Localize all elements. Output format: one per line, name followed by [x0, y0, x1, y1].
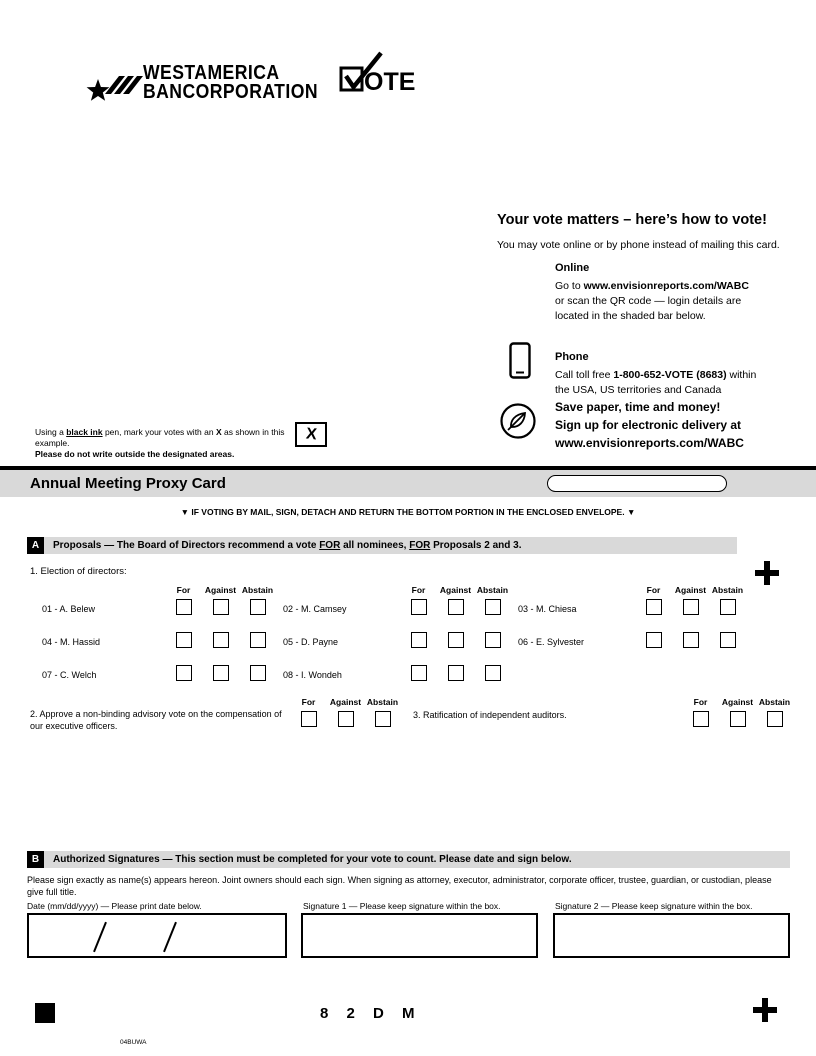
- form-code: 04BUWA: [120, 1039, 147, 1046]
- leaf-icon: [499, 402, 537, 445]
- ink-line2: Please do not write outside the designated areas.: [35, 449, 235, 459]
- nominee-label: 07 - C. Welch: [42, 670, 97, 680]
- brand-name-line1: WESTAMERICA: [143, 62, 280, 84]
- how-to-vote-title: Your vote matters – here’s how to vote!: [497, 212, 767, 228]
- signature1-box[interactable]: [301, 913, 538, 958]
- checkbox-abstain[interactable]: [250, 632, 266, 648]
- checkbox-for[interactable]: [411, 665, 427, 681]
- online-line2: or scan the QR code — login details are: [555, 295, 742, 307]
- registration-plus-icon-top: [755, 561, 779, 585]
- vote-boxes-proposal3: [682, 711, 793, 727]
- col-for: For: [411, 585, 426, 595]
- nominee-label: 03 - M. Chiesa: [518, 604, 577, 614]
- registration-plus-icon-bottom: [753, 998, 777, 1022]
- vote-boxes-nominee-08: [400, 665, 511, 681]
- col-for: For: [176, 585, 191, 595]
- col-for: For: [646, 585, 661, 595]
- checkbox-for[interactable]: [176, 665, 192, 681]
- checkbox-against[interactable]: [683, 632, 699, 648]
- col-against: Against: [439, 585, 472, 595]
- checkbox-abstain[interactable]: [250, 599, 266, 615]
- proposal2-label: 2. Approve a non-binding advisory vote on the compensation of our executive officers.: [30, 709, 282, 731]
- checkbox-abstain[interactable]: [720, 632, 736, 648]
- nominee-label: 01 - A. Belew: [42, 604, 96, 614]
- vote-boxes-nominee-02: [400, 599, 511, 615]
- vote-boxes-nominee-03: [635, 599, 746, 615]
- online-heading: Online: [555, 262, 590, 274]
- ink-instructions: [35, 427, 291, 460]
- paper-line1: Save paper, time and money!: [555, 400, 721, 414]
- ink-part4: X: [215, 427, 222, 437]
- proposal1-label: 1. Election of directors:: [30, 566, 127, 577]
- checkbox-abstain[interactable]: [485, 665, 501, 681]
- col-abstain: Abstain: [476, 585, 509, 595]
- checkbox-abstain[interactable]: [375, 711, 391, 727]
- section-a-badge: A: [27, 537, 44, 554]
- ink-part3: pen, mark your votes with an: [102, 427, 216, 437]
- checkbox-for[interactable]: [411, 599, 427, 615]
- col-abstain: Abstain: [758, 697, 791, 707]
- brand-name-line2: BANCORPORATION: [143, 81, 318, 103]
- checkbox-for[interactable]: [176, 632, 192, 648]
- date-box[interactable]: [27, 913, 287, 958]
- section-a-title: Proposals — The Board of Directors recommend a vote FOR all nominees, FOR Proposals 2 and 3.: [53, 540, 522, 551]
- mark-example-x: X: [304, 424, 318, 444]
- checkbox-against[interactable]: [213, 599, 229, 615]
- checkbox-against[interactable]: [448, 632, 464, 648]
- vote-columns-group1: [165, 585, 276, 595]
- title-bar: [0, 470, 816, 497]
- date-label: Date (mm/dd/yyyy) — Please print date below.: [27, 901, 202, 911]
- vote-boxes-nominee-05: [400, 632, 511, 648]
- section-b-header: [44, 851, 790, 868]
- section-b-badge: B: [27, 851, 44, 868]
- col-abstain: Abstain: [241, 585, 274, 595]
- nominee-label: 08 - I. Wondeh: [283, 670, 342, 680]
- checkbox-abstain[interactable]: [767, 711, 783, 727]
- checkbox-against[interactable]: [730, 711, 746, 727]
- checkbox-abstain[interactable]: [485, 599, 501, 615]
- section-b-title: Authorized Signatures — This section must be completed for your vote to count. Please date and sign below.: [53, 854, 572, 865]
- col-for: For: [693, 697, 708, 707]
- vote-columns-group3: [635, 585, 746, 595]
- brand-name: [143, 64, 318, 102]
- checkbox-abstain[interactable]: [250, 665, 266, 681]
- checkbox-against[interactable]: [448, 665, 464, 681]
- vote-logo: [337, 50, 421, 101]
- nominee-label: 02 - M. Camsey: [283, 604, 347, 614]
- nominee-label: 04 - M. Hassid: [42, 637, 101, 647]
- vote-columns-group2: [400, 585, 511, 595]
- checkbox-abstain[interactable]: [485, 632, 501, 648]
- checkbox-against[interactable]: [448, 599, 464, 615]
- checkbox-for[interactable]: [646, 632, 662, 648]
- checkbox-for[interactable]: [411, 632, 427, 648]
- col-for: For: [301, 697, 316, 707]
- proposal3-label: 3. Ratification of independent auditors.: [413, 710, 567, 720]
- paper-line2: Sign up for electronic delivery at: [555, 418, 742, 432]
- signature2-box[interactable]: [553, 913, 790, 958]
- phone-icon: [509, 342, 531, 384]
- ink-part2: black ink: [66, 427, 103, 437]
- checkbox-for[interactable]: [301, 711, 317, 727]
- checkbox-for[interactable]: [693, 711, 709, 727]
- vote-boxes-nominee-07: [165, 665, 276, 681]
- ink-part1: Using a: [35, 427, 67, 437]
- vote-logo-text: OTE: [364, 68, 416, 96]
- phone-instructions: [555, 368, 805, 398]
- online-line1-pre: Go to: [555, 280, 584, 292]
- detach-note: ▼ IF VOTING BY MAIL, SIGN, DETACH AND RETURN THE BOTTOM PORTION IN THE ENCLOSED ENVELOPE. ▼: [180, 507, 636, 517]
- col-against: Against: [329, 697, 362, 707]
- card-title: Annual Meeting Proxy Card: [30, 475, 226, 492]
- registration-square-icon: [35, 1003, 55, 1023]
- vote-boxes-nominee-01: [165, 599, 276, 615]
- col-against: Against: [721, 697, 754, 707]
- checkbox-for[interactable]: [176, 599, 192, 615]
- form-barcode-text: 8 2 D M: [320, 1005, 422, 1022]
- vote-columns-proposal2: [290, 697, 401, 707]
- date-separator-slash: [93, 922, 107, 952]
- vote-columns-proposal3: [682, 697, 793, 707]
- vote-boxes-nominee-04: [165, 632, 276, 648]
- phone-number: 1-800-652-VOTE (8683): [613, 369, 727, 381]
- online-instructions: [555, 279, 805, 324]
- col-abstain: Abstain: [711, 585, 744, 595]
- checkbox-against[interactable]: [683, 599, 699, 615]
- ink-part5: as shown in this example.: [35, 427, 285, 448]
- online-line3: located in the shaded bar below.: [555, 310, 706, 322]
- signature1-label: Signature 1 — Please keep signature within the box.: [303, 901, 501, 911]
- phone-line2: the USA, US territories and Canada: [555, 384, 722, 396]
- checkbox-against[interactable]: [213, 632, 229, 648]
- online-url: www.envisionreports.com/WABC: [583, 280, 749, 292]
- phone-line1-post: within: [726, 369, 757, 381]
- col-against: Against: [674, 585, 707, 595]
- control-number-field: [547, 475, 727, 492]
- section-a-header: [44, 537, 737, 554]
- checkbox-for[interactable]: [646, 599, 662, 615]
- signature-instructions: Please sign exactly as name(s) appears hereon. Joint owners should each sign. When signing as attorney, executor, administrator, corporate officer, trustee, guardian, or custodian, please give full title.: [27, 875, 772, 897]
- paper-line3: www.envisionreports.com/WABC: [555, 436, 744, 450]
- checkbox-abstain[interactable]: [720, 599, 736, 615]
- mark-example-box: [295, 422, 327, 447]
- checkbox-against[interactable]: [338, 711, 354, 727]
- vote-boxes-nominee-06: [635, 632, 746, 648]
- col-abstain: Abstain: [366, 697, 399, 707]
- paper-saving-block: [555, 398, 744, 452]
- col-against: Against: [204, 585, 237, 595]
- phone-line1-pre: Call toll free: [555, 369, 614, 381]
- nominee-label: 05 - D. Payne: [283, 637, 339, 647]
- nominee-label: 06 - E. Sylvester: [518, 637, 585, 647]
- phone-heading: Phone: [555, 351, 589, 363]
- vote-boxes-proposal2: [290, 711, 401, 727]
- checkbox-against[interactable]: [213, 665, 229, 681]
- star-stripes-icon: [85, 66, 143, 113]
- how-to-vote-subtitle: You may vote online or by phone instead of mailing this card.: [497, 239, 780, 251]
- date-separator-slash: [163, 922, 177, 952]
- signature2-label: Signature 2 — Please keep signature within the box.: [555, 901, 753, 911]
